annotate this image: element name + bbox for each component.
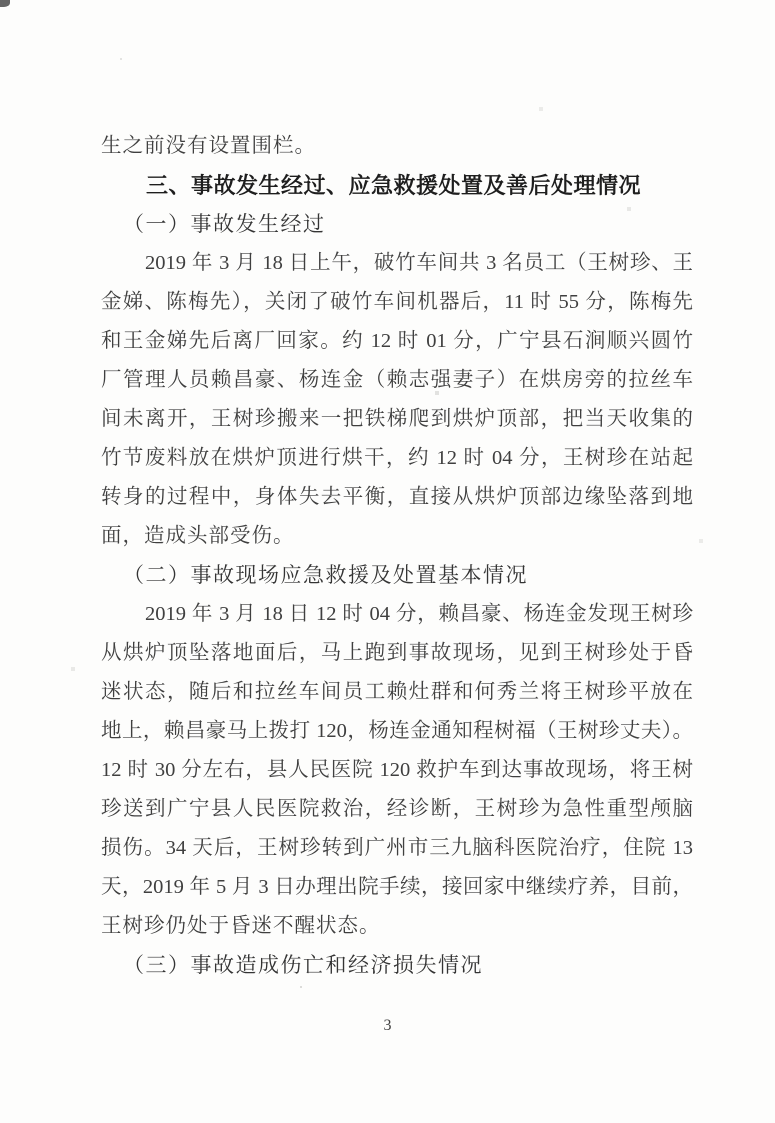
text-line: 从烘炉顶坠落地面后，马上跑到事故现场，见到王树珍处于昏	[101, 642, 693, 664]
text-line: 珍送到广宁县人民医院救治，经诊断，王树珍为急性重型颅脑	[101, 798, 693, 820]
text-line: 损伤。34 天后，王树珍转到广州市三九脑科医院治疗，住院 13	[101, 837, 693, 859]
text-line: 天，2019 年 5 月 3 日办理出院手续，接回家中继续疗养，目前，	[101, 876, 693, 898]
text-line: 王树珍仍处于昏迷不醒状态。	[101, 915, 381, 937]
text-line: 和王金娣先后离厂回家。约 12 时 01 分，广宁县石涧顺兴圆竹	[101, 330, 693, 352]
text-line: 金娣、陈梅先），关闭了破竹车间机器后，11 时 55 分，陈梅先	[101, 291, 693, 313]
subsection-heading: （一）事故发生经过	[123, 212, 326, 236]
text-line: 12 时 30 分左右，县人民医院 120 救护车到达事故现场，将王树	[101, 759, 693, 781]
text-line: 2019 年 3 月 18 日 12 时 04 分，赖昌豪、杨连金发现王树珍	[145, 603, 693, 625]
text-line: 竹节废料放在烘炉顶进行烘干，约 12 时 04 分，王树珍在站起	[101, 447, 693, 469]
section-heading: 三、事故发生经过、应急救援处置及善后处理情况	[146, 173, 642, 198]
text-line: 2019 年 3 月 18 日上午，破竹车间共 3 名员工（王树珍、王	[145, 252, 693, 274]
text-line: 迷状态，随后和拉丝车间员工赖灶群和何秀兰将王树珍平放在	[101, 681, 693, 703]
scan-noise-speckles	[0, 0, 2, 2]
text-line: 厂管理人员赖昌豪、杨连金（赖志强妻子）在烘房旁的拉丝车	[101, 369, 693, 391]
document-lines	[101, 127, 693, 985]
text-line: 间未离开，王树珍搬来一把铁梯爬到烘炉顶部，把当天收集的	[101, 408, 693, 430]
subsection-heading: （二）事故现场应急救援及处置基本情况	[123, 563, 528, 587]
text-line: 转身的过程中，身体失去平衡，直接从烘炉顶部边缘坠落到地	[101, 486, 693, 508]
text-line: 面，造成头部受伤。	[101, 525, 295, 547]
page-number: 3	[383, 1017, 392, 1034]
text-line: 地上，赖昌豪马上拨打 120，杨连金通知程树福（王树珍丈夫）。	[101, 720, 693, 742]
text-line: 生之前没有设置围栏。	[101, 135, 316, 157]
subsection-heading: （三）事故造成伤亡和经济损失情况	[123, 953, 483, 977]
